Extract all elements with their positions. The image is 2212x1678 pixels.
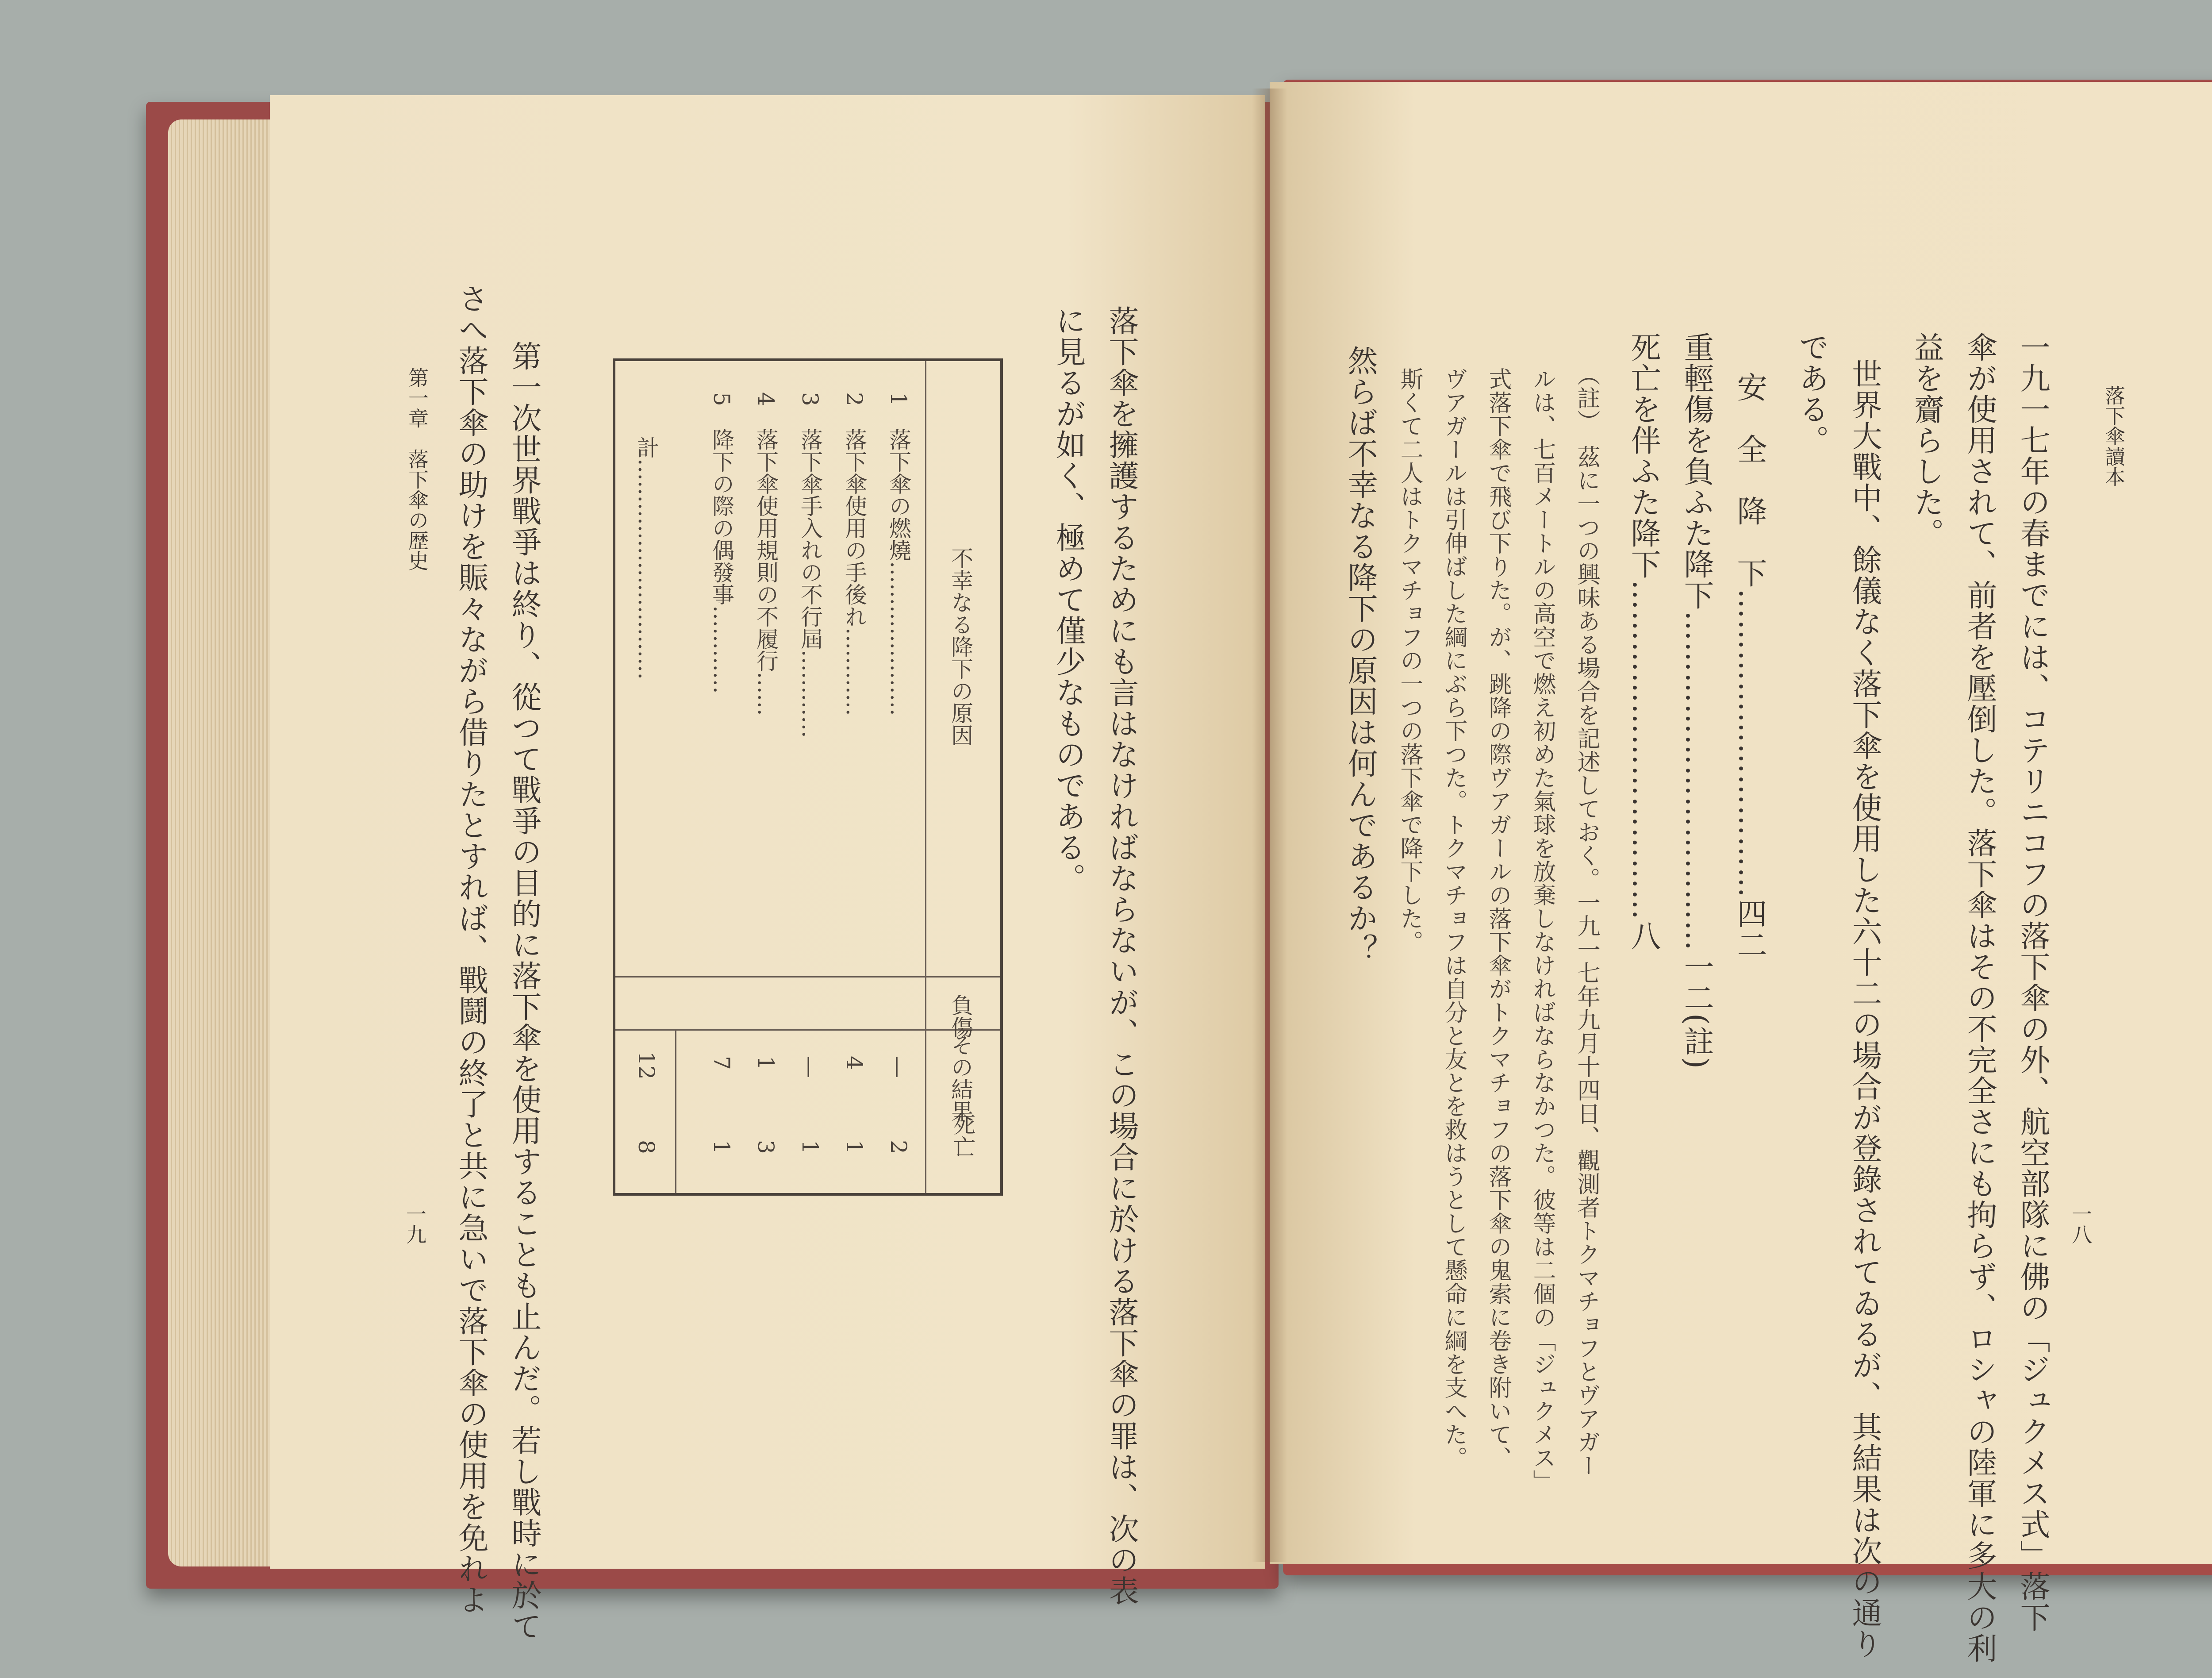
- result-row-injured: [1679, 332, 1714, 1070]
- result-leader: ……………………………: [1626, 580, 1661, 920]
- page-edges-left: [168, 119, 279, 1566]
- text-line: 落下傘を擁護するためにも言はなければならないが、この場合に於ける落下傘の罪は、次の表: [1104, 305, 1139, 1606]
- result-label: 死亡を伴ふた降下: [1626, 332, 1661, 580]
- text-line: に見るが如く、極めて僅少なものである。: [1051, 305, 1086, 894]
- note-line: （註） 茲に一つの興味ある場合を記述しておく。一九一七年九月十四日、觀測者トクマチョフとヴアガー: [1573, 363, 1600, 1477]
- table-cell-injury: —: [886, 1056, 911, 1078]
- running-header-right: 落下傘讀本: [2102, 385, 2126, 487]
- table-cell-death: 1: [797, 1140, 823, 1154]
- table-col-death: 死亡: [950, 1113, 975, 1158]
- table-row: 1 落下傘の燃燒…………………: [886, 392, 911, 716]
- result-leader: …………………………: [1732, 589, 1767, 898]
- result-value: 一二(註): [1679, 951, 1714, 1070]
- result-value: 四二: [1732, 898, 1767, 960]
- note-line: 式落下傘で飛び下りた。が、跳降の際ヴアガールの落下傘がトクマチョフの落下傘の鬼索に卷き附いて、: [1485, 367, 1511, 1470]
- table-col-injury: 負傷: [948, 994, 973, 1038]
- table-cell-death: 3: [753, 1140, 779, 1154]
- table-result-header: その結果: [948, 1034, 973, 1122]
- note-line: ルは、七百メートルの高空で燃え初めた氣球を放棄しなければならなかつた。彼等は二個の「ジュクメス」: [1529, 367, 1555, 1493]
- text-line: 一九一七年の春までには、コテリニコフの落下傘の外、航空部隊に佛の「ジュクメス式」落下: [2015, 332, 2050, 1633]
- table-title: 不幸なる降下の原因: [948, 547, 973, 746]
- page-number-left: 一九: [403, 1204, 427, 1244]
- note-line: ヴアガールは引伸ばした綱にぶら下つた。トクマチョフは自分と友とを救はうとして懸命に綱を支へた。: [1440, 367, 1467, 1470]
- result-row-safe: [1732, 372, 1767, 960]
- book-gutter: [1252, 89, 1287, 1562]
- text-line: 第一次世界戰爭は終り、從つて戰爭の目的に落下傘を使用することも止んだ。若し戰時に於て: [507, 341, 541, 1642]
- cause-table: [613, 358, 1003, 1196]
- table-cell-death: 1: [841, 1140, 867, 1154]
- table-cell-injury: 1: [753, 1056, 779, 1070]
- table-total-injury: 12: [634, 1051, 659, 1080]
- table-cell-death: 2: [886, 1140, 911, 1154]
- table-row: 3 落下傘手入れの不行屆…………: [797, 392, 823, 738]
- note-line: 斯くて二人はトクマチョフの一つの落下傘で降下した。: [1396, 367, 1423, 954]
- table-row: 2 落下傘使用の手後れ…………: [841, 392, 867, 716]
- table-total-row: 計…………………………: [634, 436, 659, 680]
- text-line: 益を齎らした。: [1909, 332, 1944, 549]
- table-row: 5 降下の際の偶發事…………: [709, 392, 734, 694]
- text-line: 傘が使用されて、前者を壓倒した。落下傘はその不完全さにも拘らず、ロシャの陸軍に多大の利: [1962, 332, 1997, 1664]
- table-row: 4 落下傘使用規則の不履行……: [753, 392, 779, 716]
- table-total-death: 8: [634, 1140, 659, 1154]
- running-header-left: 第一章 落下傘の歴史: [405, 367, 429, 571]
- text-line: 世界大戰中、餘儀なく落下傘を使用した六十二の場合が登錄されてゐるが、其結果は次の通り: [1847, 358, 1882, 1659]
- table-cell-injury: —: [797, 1056, 823, 1078]
- text-line: である。: [1794, 332, 1829, 456]
- result-value: 八: [1626, 920, 1661, 951]
- text-line: さへ落下傘の助けを賑々ながら借りたとすれば、戰鬪の終了と共に急いで落下傘の使用を免れよ: [453, 283, 488, 1615]
- result-leader: ……………………………: [1679, 611, 1714, 951]
- result-label: 重輕傷を負ふた降下: [1679, 332, 1714, 611]
- table-cell-death: 1: [709, 1140, 734, 1154]
- page-number-right: 一八: [2069, 1204, 2093, 1244]
- closing-question: 然らば不幸なる降下の原因は何んであるか？: [1343, 345, 1378, 965]
- table-cell-injury: 4: [841, 1056, 867, 1070]
- result-row-fatal: [1626, 332, 1661, 951]
- table-cell-injury: 7: [709, 1056, 734, 1070]
- result-label: 安 全 降 下: [1732, 372, 1767, 589]
